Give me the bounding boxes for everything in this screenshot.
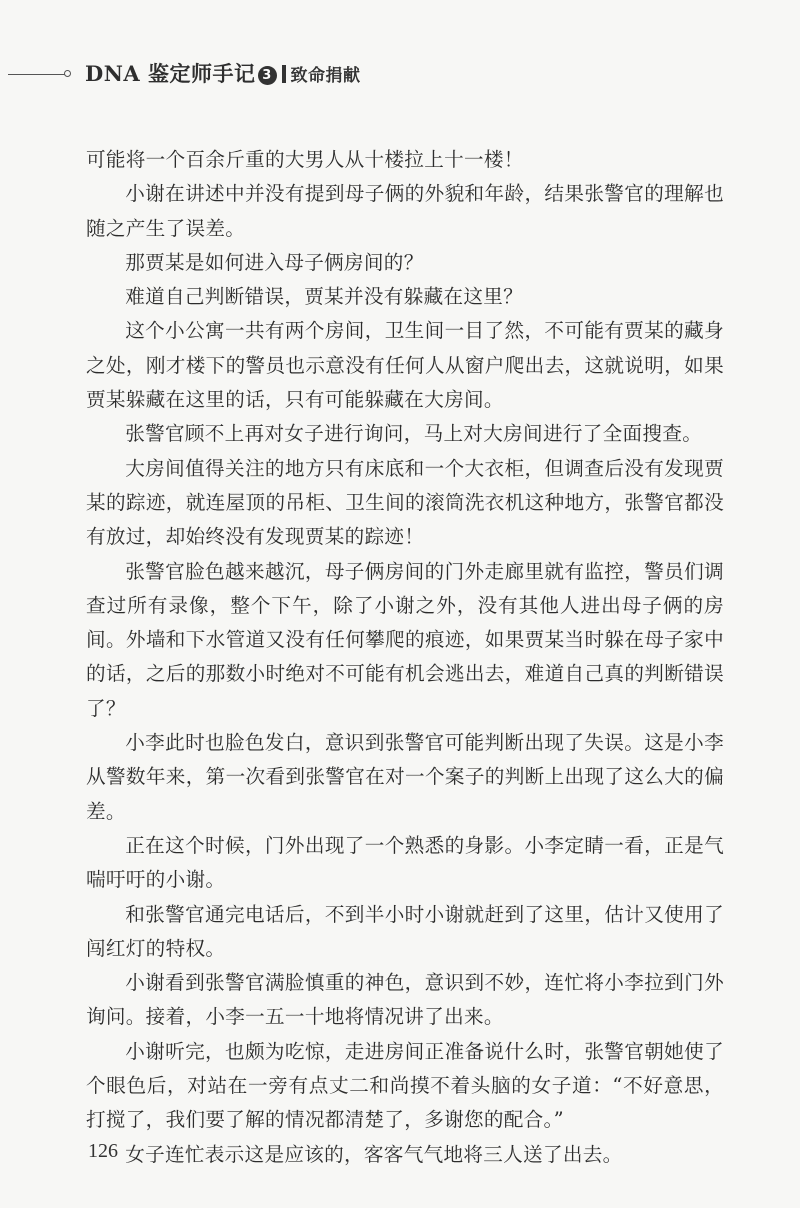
header-rule <box>8 74 66 75</box>
paragraph: 难道自己判断错误，贾某并没有躲藏在这里？ <box>125 285 524 309</box>
book-subtitle: 致命捐献 <box>290 66 361 86</box>
title-separator <box>282 65 286 83</box>
paragraph: 小谢看到张警官满脸慎重的神色，意识到不妙，连忙将小李拉到门外询问。接着，小李一五一十地将情况讲了出来。 <box>86 971 724 1029</box>
running-header <box>0 52 800 92</box>
volume-badge: 3 <box>258 66 277 85</box>
body-text <box>86 143 724 1172</box>
paragraph: 可能将一个百余斤重的大男人从十楼拉上十一楼！ <box>86 148 524 171</box>
paragraph: 张警官脸色越来越沉，母子俩房间的门外走廊里就有监控，警员们调查过所有录像，整个下午，除了小谢之外，没有其他人进出母子俩的房间。外墙和下水管道又没有任何攀爬的痕迹，如果贾某当时躲在母子家中的话，之后的那数小时绝对不可能有机会逃出去，难道自己真的判断错误了？ <box>86 559 724 720</box>
page-number: 126 <box>88 1140 118 1162</box>
paragraph: 小谢听完，也颇为吃惊，走进房间正准备说什么时，张警官朝她使了个眼色后，对站在一旁有点丈二和尚摸不着头脑的女子道：“不好意思，打搅了，我们要了解的情况都清楚了，多谢您的配合。” <box>86 1039 724 1132</box>
paragraph: 正在这个时候，门外出现了一个熟悉的身影。小李定睛一看，正是气喘吁吁的小谢。 <box>86 833 724 892</box>
paragraph: 小李此时也脸色发白，意识到张警官可能判断出现了失误。这是小李从警数年来，第一次看到张警官在对一个案子的判断上出现了这么大的偏差。 <box>86 731 724 823</box>
paragraph: 张警官顾不上再对女子进行询问，马上对大房间进行了全面搜查。 <box>125 422 703 446</box>
book-title-text: DNA 鉴定师手记 <box>85 61 256 86</box>
paragraph: 女子连忙表示这是应该的，客客气气地将三人送了出去。 <box>125 1142 623 1166</box>
paragraph: 大房间值得关注的地方只有床底和一个大衣柜，但调查后没有发现贾某的踪迹，就连屋顶的吊柜、卫生间的滚筒洗衣机这种地方，张警官都没有放过，却始终没有发现贾某的踪迹！ <box>86 456 724 549</box>
paragraph: 那贾某是如何进入母子俩房间的？ <box>125 250 424 274</box>
header-circle-ornament <box>64 70 71 77</box>
paragraph: 和张警官通完电话后，不到半小时小谢就赶到了这里，估计又使用了闯红灯的特权。 <box>86 902 724 960</box>
book-title <box>85 60 361 90</box>
paragraph: 小谢在讲述中并没有提到母子俩的外貌和年龄，结果张警官的理解也随之产生了误差。 <box>86 182 724 240</box>
paragraph: 这个小公寓一共有两个房间，卫生间一目了然，不可能有贾某的藏身之处，刚才楼下的警员也示意没有任何人从窗户爬出去，这就说明，如果贾某躲藏在这里的话，只有可能躲藏在大房间。 <box>86 319 724 412</box>
